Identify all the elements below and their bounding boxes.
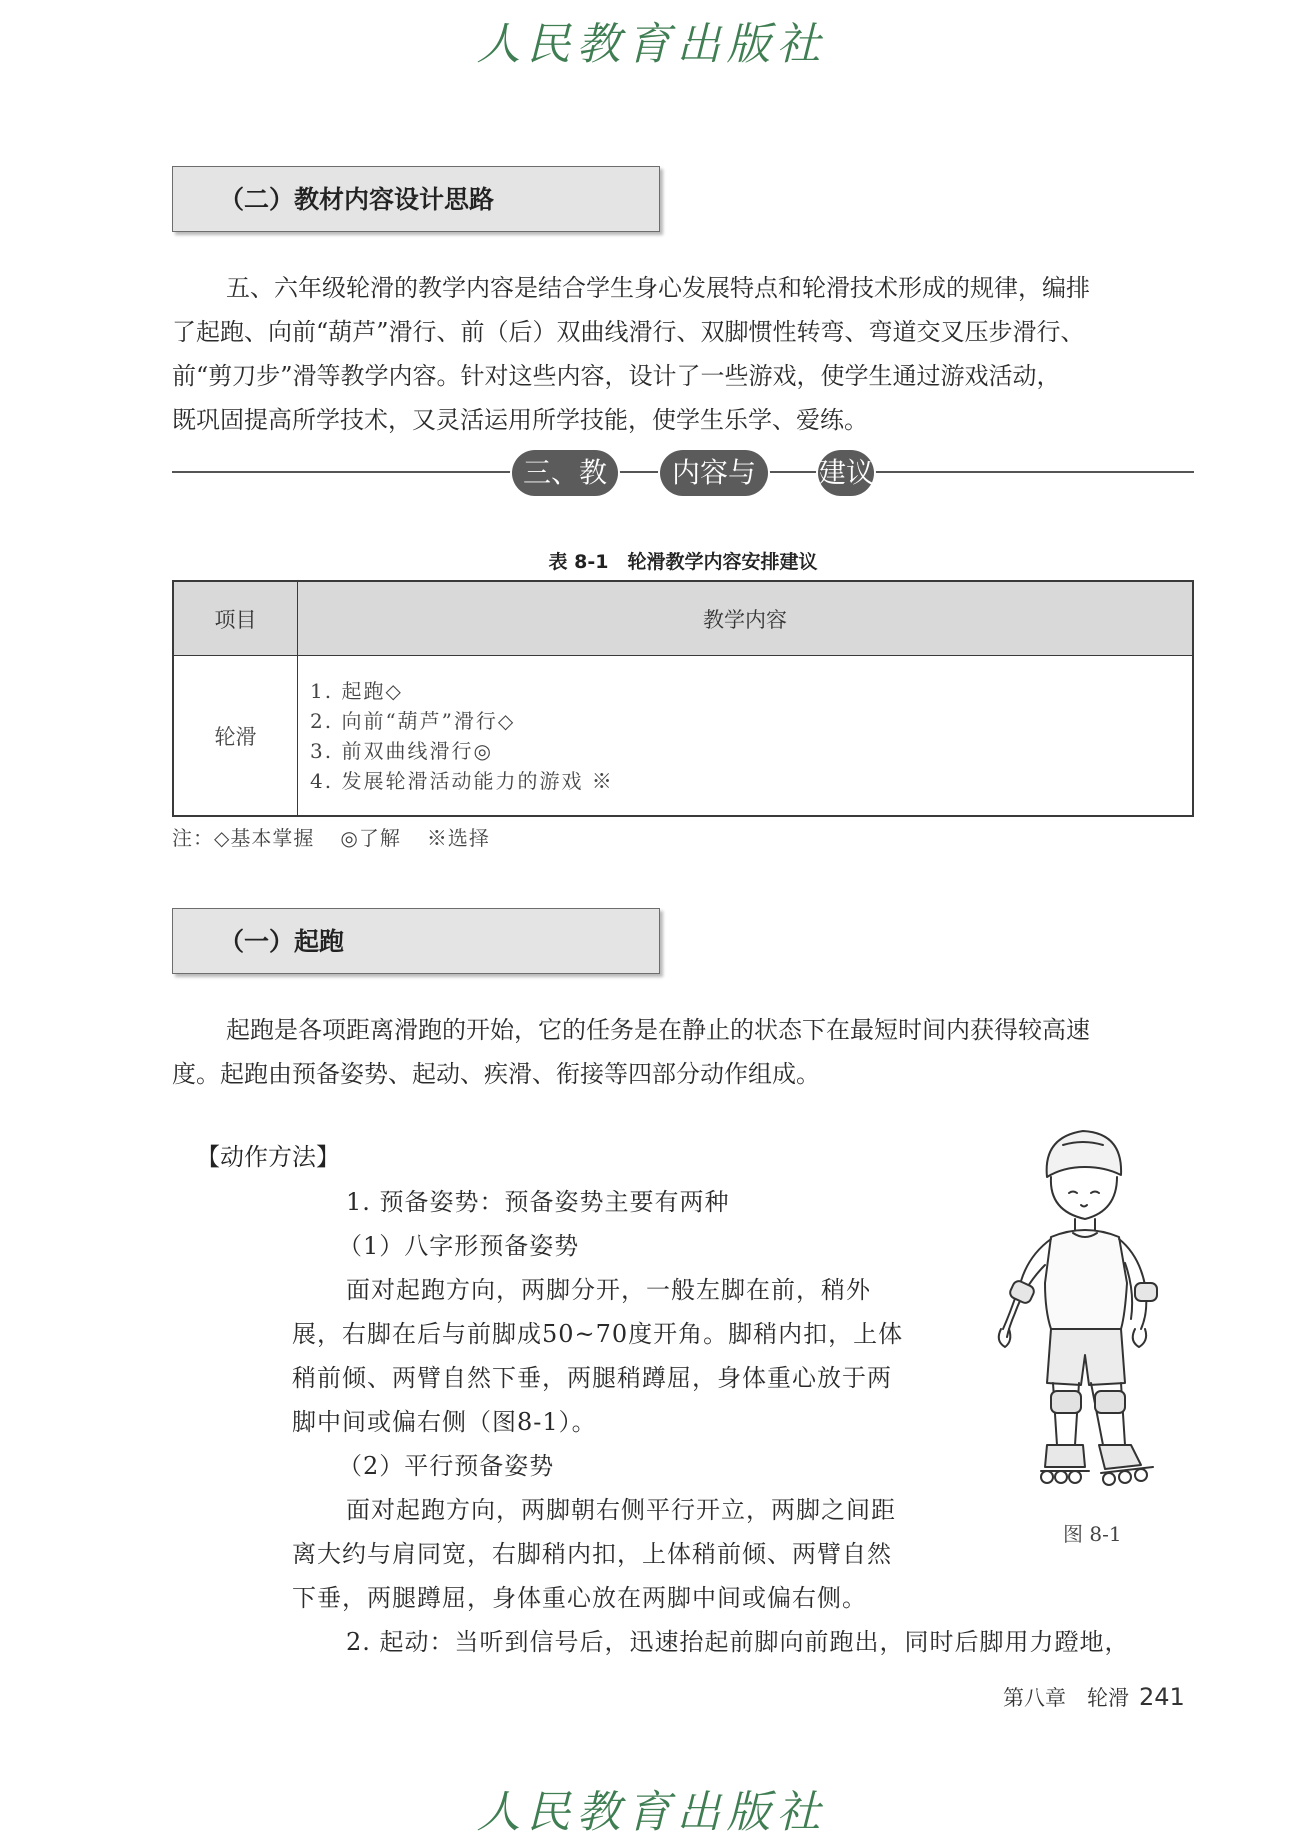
method-heading: 【动作方法】: [196, 1143, 340, 1171]
banner-pill-3: 建议: [818, 450, 874, 496]
list-item: 2. 向前“葫芦”滑行◇: [310, 708, 516, 733]
design-line-1: 五、六年级轮滑的教学内容是结合学生身心发展特点和轮滑技术形成的规律，编排: [226, 274, 1090, 302]
table-header-content: 教学内容: [298, 581, 1194, 656]
start-line-1: 起跑是各项距离滑跑的开始，它的任务是在静止的状态下在最短时间内获得较高速: [226, 1016, 1090, 1044]
publisher-watermark-top: 人民教育出版社: [476, 19, 827, 70]
method-line-2: （1）八字形预备姿势: [338, 1232, 580, 1260]
content-list: [298, 662, 1192, 810]
start-paragraph: [172, 1008, 1194, 1096]
table-header-item: 项目: [173, 581, 298, 656]
method-line-1: 1. 预备姿势：预备姿势主要有两种: [346, 1188, 730, 1216]
section-heading-design: [172, 166, 660, 232]
method-line-11: 2. 起动：当听到信号后，迅速抬起前脚向前跑出，同时后脚用力蹬地，: [346, 1628, 1130, 1656]
page-footer: [1003, 1682, 1185, 1712]
method-line-7: （2）平行预备姿势: [338, 1452, 555, 1480]
content-table: [172, 580, 1194, 817]
method-line-3: 面对起跑方向，两脚分开，一般左脚在前，稍外: [346, 1276, 871, 1304]
section-heading-design-text: （二）教材内容设计思路: [219, 185, 495, 214]
skater-illustration: [985, 1115, 1185, 1500]
table-note: [172, 822, 516, 851]
chapter-label: 第八章 轮滑: [1003, 1686, 1129, 1710]
note-prefix: 注：: [172, 826, 214, 850]
table-cell-item: 轮滑: [173, 656, 298, 817]
section-heading-start-text: （一）起跑: [219, 927, 345, 956]
note-understand: ◎了解: [340, 826, 401, 850]
method-line-8: 面对起跑方向，两脚朝右侧平行开立，两脚之间距: [346, 1496, 896, 1524]
table-cell-content: [298, 656, 1194, 817]
note-basic: ◇基本掌握: [214, 826, 315, 850]
start-line-2: 度。起跑由预备姿势、起动、疾滑、衔接等四部分动作组成。: [172, 1060, 820, 1088]
design-line-2: 了起跑、向前“葫芦”滑行、前（后）双曲线滑行、双脚惯性转弯、弯道交叉压步滑行、: [172, 318, 1085, 346]
method-line-5: 稍前倾、两臂自然下垂，两腿稍蹲屈，身体重心放于两: [292, 1364, 892, 1392]
list-item: 1. 起跑◇: [310, 678, 403, 703]
banner-pill-2: 内容与教: [660, 450, 768, 496]
banner-pill-1: 三、教: [512, 450, 618, 496]
table-caption: 表 8-1 轮滑教学内容安排建议: [548, 551, 818, 573]
table-header-row: [173, 581, 1193, 656]
design-line-3: 前“剪刀步”滑等教学内容。针对这些内容，设计了一些游戏，使学生通过游戏活动，: [172, 362, 1061, 390]
method-line-10: 下垂，两腿蹲屈，身体重心放在两脚中间或偏右侧。: [292, 1584, 867, 1612]
publisher-watermark-bottom: 人民教育出版社: [476, 1787, 827, 1838]
design-line-4: 既巩固提高所学技术，又灵活运用所学技能，使学生乐学、爱练。: [172, 406, 868, 434]
list-item: 4. 发展轮滑活动能力的游戏 ※: [310, 768, 614, 793]
design-paragraph: [172, 266, 1194, 442]
table-row: [173, 656, 1193, 817]
note-optional: ※选择: [426, 826, 490, 850]
list-item: 3. 前双曲线滑行◎: [310, 738, 493, 763]
figure-caption: 图 8-1: [1063, 1522, 1122, 1546]
section-heading-start: [172, 908, 660, 974]
page-number: 241: [1139, 1683, 1185, 1711]
method-line-4: 展，右脚在后与前脚成50~70度开角。脚稍内扣，上体: [292, 1320, 904, 1348]
method-line-6: 脚中间或偏右侧（图8-1）。: [292, 1408, 597, 1436]
method-line-9: 离大约与肩同宽，右脚稍内扣，上体稍前倾、两臂自然: [292, 1540, 892, 1568]
